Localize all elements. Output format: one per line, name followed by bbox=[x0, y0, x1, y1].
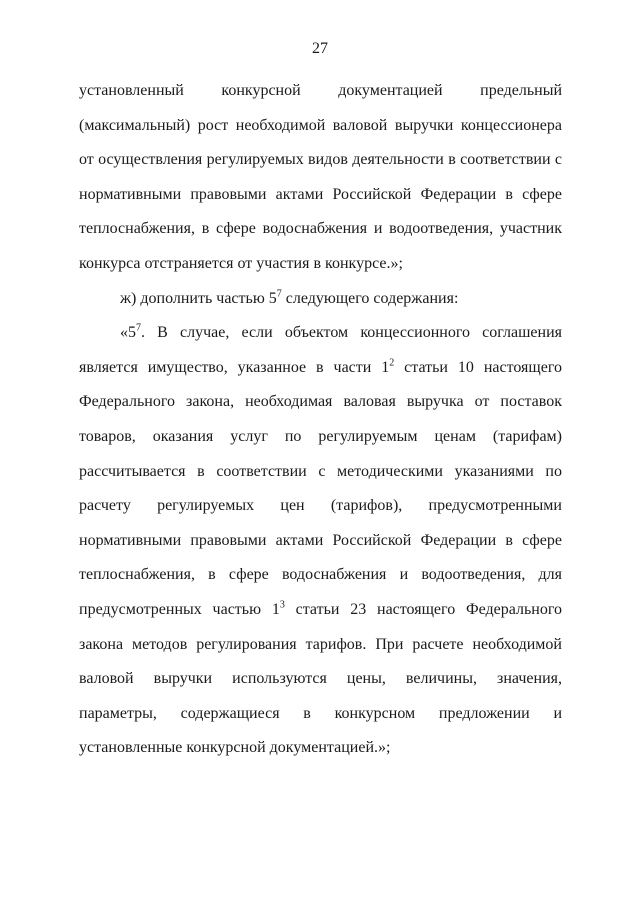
superscript: 2 bbox=[389, 357, 395, 369]
paragraph: ж) дополнить частью $5^7$ следующего содержания: bbox=[120, 288, 459, 307]
paragraph: установленный конкурсной документацией предельный (максимальный) рост необходимой валовой выручки концессионера от осуществления регулируемых видов деятельности в соответствии с нормативными правовыми актами Российской Федерации в сфере теплоснабжения, в сфере водоснабжения и водоотведения, участник конкурса отстраняется от участия в конкурсе.»; bbox=[79, 82, 562, 272]
superscript: 7 bbox=[136, 322, 141, 334]
superscript: 3 bbox=[279, 599, 285, 611]
paragraph: «$5^7$. В случае, если объектом концессионного соглашения является имущество, указанное в части $1^2$ статьи 10 настоящего Федерального закона, необходимая валовая выручка от поставок товаров, оказания услуг по регулируемым ценам (тарифам) рассчитывается в соответствии с методическими указаниями по расчету регулируемых цен (тарифов), предусмотренными нормативными правовыми актами Российской Федерации в сфере теплоснабжения, в сфере водоснабжения и водоотведения, для предусмотренных частью $1^3$ статьи 23 настоящего Федерального закона методов регулирования тарифов. При расчете необходимой валовой выручки используются цены, величины, значения, параметры, содержащиеся в конкурсном предложении и установленные конкурсной документацией.»; bbox=[79, 322, 563, 757]
superscript: 7 bbox=[276, 288, 282, 300]
page-number: 27 bbox=[312, 40, 328, 57]
document-body bbox=[79, 74, 562, 766]
